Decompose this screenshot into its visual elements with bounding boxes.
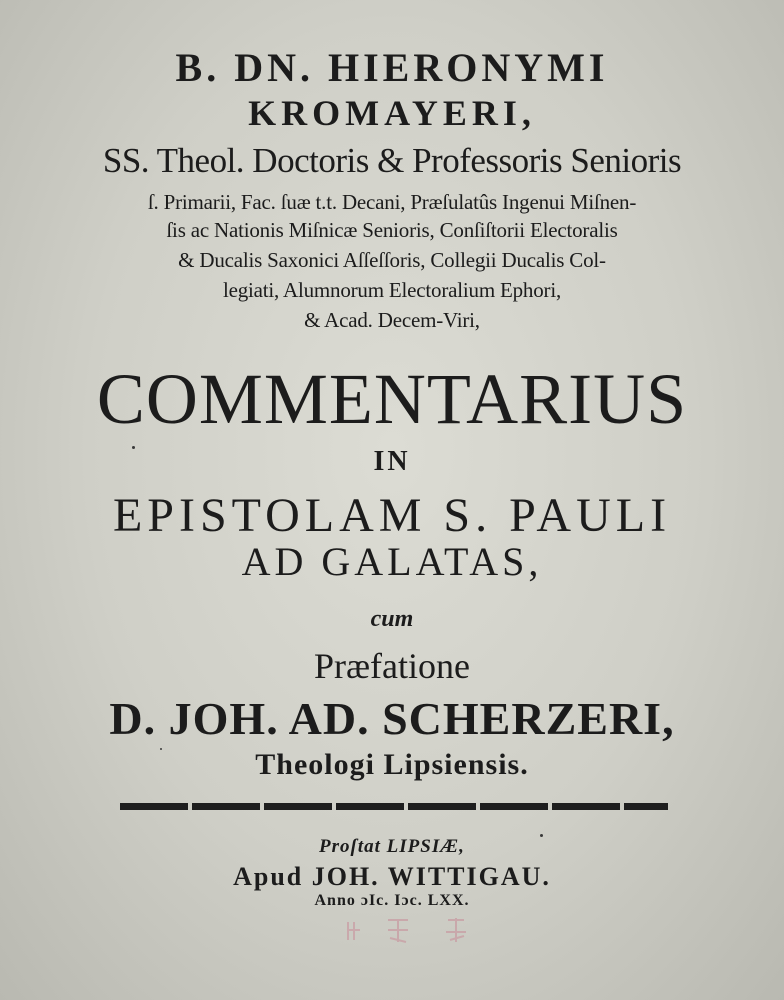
author-titles-line4: & Ducalis Saxonici Aſſeſſoris, Collegii Ducalis Col-	[178, 248, 606, 272]
work-praefatione: Præfatione	[314, 646, 470, 686]
paper-speck	[132, 446, 135, 449]
work-cum: cum	[370, 606, 414, 632]
ornamental-rule	[120, 803, 668, 810]
author-name-line2: KROMAYERI,	[248, 93, 536, 133]
library-stamp-mark	[340, 916, 500, 946]
preface-author: D. JOH. AD. SCHERZERI,	[109, 693, 675, 744]
author-titles-line5: legiati, Alumnorum Electoralium Ephori,	[222, 278, 562, 302]
imprint-publisher: Apud JOH. WITTIGAU.	[233, 862, 551, 891]
author-titles-line3: ſis ac Nationis Miſnicæ Senioris, Conſiſtorii Electoralis	[166, 218, 618, 242]
work-in: IN	[373, 446, 411, 477]
work-subject-line2: AD GALATAS,	[241, 539, 543, 584]
work-subject-line1: EPISTOLAM S. PAULI	[112, 489, 672, 542]
author-name-line1: B. DN. HIERONYMI	[175, 45, 609, 90]
paper-speck	[540, 834, 543, 837]
imprint-year: Anno ɔIc. Iɔc. LXX.	[314, 892, 470, 909]
author-titles-line1: SS. Theol. Doctoris & Professoris Senioris	[102, 141, 682, 180]
paper-speck	[160, 748, 162, 750]
preface-author-title: Theologi Lipsiensis.	[255, 748, 529, 781]
author-titles-line2: ſ. Primarii, Fac. ſuæ t.t. Decani, Præſulatûs Ingenui Miſnen-	[147, 190, 637, 214]
work-title: COMMENTARIUS	[96, 359, 688, 439]
imprint-prostat: Proſtat LIPSIÆ,	[319, 836, 465, 857]
author-titles-line6: & Acad. Decem-Viri,	[304, 308, 480, 332]
